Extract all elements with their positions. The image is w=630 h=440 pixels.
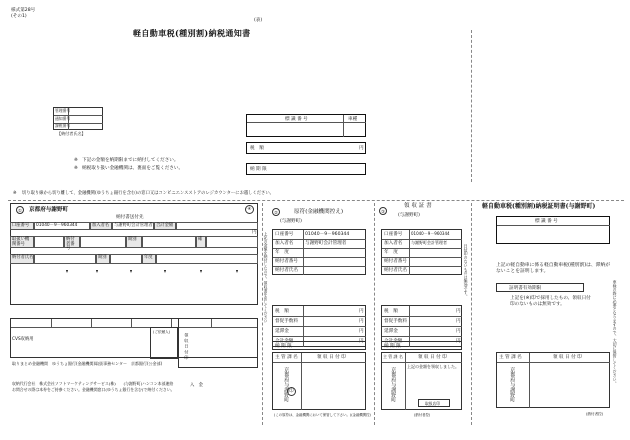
row-header: 年度 — [142, 254, 156, 264]
table-row-label: 納付者氏名 — [275, 268, 298, 273]
certificate-footnote: (納付者控) — [586, 412, 604, 416]
plate-header: 標 識 番 号 — [535, 219, 558, 224]
table-row-label: 年 度 — [275, 250, 289, 255]
table-row-label: 納付者番号 — [384, 259, 407, 264]
deadline-label: 納 期 限 — [275, 343, 292, 349]
validity-box — [496, 283, 584, 292]
coupon-2-collector — [272, 352, 366, 410]
coupon-2-title: 原符(金融機関控え) — [294, 209, 344, 215]
row-header: 期別 — [96, 254, 110, 264]
col-header: 合計金額 — [154, 222, 176, 230]
collector-label: 主 管 課 名 — [499, 355, 522, 360]
receipt-stamp-box — [178, 318, 258, 368]
arrow-marker — [66, 270, 68, 273]
coupon-3-side-note: 日付印のないものは無効です。 — [464, 244, 470, 299]
table-row-value: 01040－9－960344 — [411, 231, 450, 236]
plate-header: 標 識 番 号 — [285, 116, 308, 122]
certificate-side-note: 車検の際に必要となりますので、大切に保管してください。 — [613, 280, 619, 386]
table-row-value: 与謝野町会計管理者 — [305, 241, 347, 246]
yen-unit: 円 — [359, 146, 364, 151]
row-header: 期別 — [126, 236, 142, 248]
row-header: 納付者番号 — [64, 236, 80, 248]
total-amount-cell — [176, 222, 258, 230]
note-marker: ※ — [74, 166, 78, 171]
payer-name-label: 【納付者氏名】 — [57, 131, 86, 136]
seal-stamp: 印 — [287, 387, 296, 396]
col-header: 加入者名 — [90, 222, 112, 230]
period-cell — [110, 254, 142, 264]
amount-row-label: 督促手数料 — [384, 319, 407, 324]
payer-number-cell — [80, 236, 126, 248]
cut-instruction: 切り取り線から切り離して、金融機関(ゆうちょ銀行を含む)の窓口又はコンビニエンスストアのレジカウンターにお越しください。 — [22, 191, 274, 196]
plate-number-box — [246, 114, 366, 137]
arrow-marker — [164, 270, 166, 273]
coupon-3-footnote: (納付者控) — [414, 413, 431, 417]
receipt-date-label: 領 収 日 付 印 — [553, 355, 582, 360]
arrow-marker — [236, 270, 238, 273]
yen-unit: 円 — [359, 319, 364, 324]
cut-instruction-marker: ※ — [13, 191, 17, 196]
coupon-1-subtitle: 納付書送付先 — [116, 215, 144, 220]
table-row-label: 納付者番号 — [275, 259, 298, 264]
yen-unit: 円 — [359, 309, 364, 314]
form-number: 様式第28号 — [11, 8, 36, 13]
info-row-label: 通知番号 — [55, 115, 71, 121]
deadline-label: 納 期 限 — [250, 167, 267, 172]
row-header: 納付者氏名 — [10, 254, 34, 264]
yen-unit: 円 — [456, 339, 461, 344]
inquiry-line: お問合せの際は本券をご持参ください。金融機関窓口(ゆうちょ銀行を含む)で納付ください。 — [12, 387, 175, 392]
certificate-collector — [496, 352, 610, 408]
table-row-label: 加入者名 — [275, 241, 294, 246]
collection-agent-line: 収納代行会社 株式会社ソフトマーケティングサービス(株) (与謝野町)ハンコン本部連絡 — [12, 381, 174, 386]
deadline-box — [246, 163, 366, 175]
corner-stamp: ④ — [245, 205, 254, 214]
note-line: 下記の金額を納期限までに納付してください。 — [82, 158, 179, 163]
handling-stamp-box — [418, 399, 450, 407]
yen-unit: 円 — [359, 329, 364, 334]
yen-unit: 円 — [456, 329, 461, 334]
row-header: 取扱い機関番号 — [10, 236, 34, 248]
amount-row-label: 合計金額 — [384, 339, 403, 344]
amount-row-label: 合計金額 — [275, 339, 294, 344]
collector-label: 主 管 課 名 — [275, 355, 298, 360]
arrow-marker — [96, 270, 98, 273]
coupon-1-corner-label: 入 金 — [190, 383, 203, 388]
amount-row-label: 延滞金 — [275, 329, 289, 334]
table-row-label: 納付者氏名 — [384, 268, 407, 273]
coupon-2-deadline — [272, 341, 366, 350]
yen-unit: 円 — [252, 230, 257, 235]
validity-label: 証明書有効期限 — [509, 285, 542, 291]
tax-amount-label: 税 額 — [250, 146, 264, 151]
coupon-3-town: (与謝野町) — [398, 213, 420, 218]
collector-value: 京都府与謝野町 — [509, 367, 516, 402]
collector-label: 主 管 課 名 — [383, 354, 403, 359]
coupon-1-municipality: 京都府与謝野町 — [29, 207, 69, 213]
table-row-label: 年 度 — [384, 250, 398, 255]
note-line: 納税取り扱い金融機関は、裏面をご覧ください。 — [82, 166, 184, 171]
coupon-number: ① — [16, 206, 24, 214]
plate-type-header: 車種 — [348, 116, 358, 122]
note-marker: ※ — [74, 158, 78, 163]
row-header: 確 — [196, 236, 206, 248]
page-side-mark: (表) — [254, 18, 263, 23]
table-row-label: 口座番号 — [275, 232, 294, 237]
period-cell — [142, 236, 196, 248]
amount-row-label: 延滞金 — [384, 329, 398, 334]
coupon-2-footnote: (この原符は、金融機関において保管して下さい。)(金融機関控) — [274, 413, 371, 417]
fiscal-cell — [156, 254, 258, 264]
certificate-statement: 上記の軽自動車に係る軽自動車税(種別割)は、滞納がないことを証明します。 — [496, 263, 611, 275]
certificate-plate-box — [496, 216, 610, 244]
trustee-label: (ご依頼人) — [153, 330, 171, 334]
collector-value: 京都府与謝野町 — [390, 367, 397, 402]
info-row-label: 課税番号 — [55, 123, 71, 128]
coupon-2-town: (与謝野町) — [280, 219, 302, 224]
arrow-marker — [200, 270, 202, 273]
arrow-marker — [130, 270, 132, 273]
amount-row-label: 税 額 — [384, 309, 398, 314]
trustee-box — [150, 327, 178, 359]
account-number: 01040－9－960344 — [34, 222, 90, 230]
coupon-3-deadline — [381, 341, 462, 350]
coupon-2-side-note: 上記の金額を納付したので、領収書を出してください — [263, 232, 269, 324]
table-row-value: 与謝野町会計管理者 — [411, 240, 447, 245]
receipt-date-label: 領 収 日 付 印 — [317, 355, 346, 360]
coupon-3-collector — [381, 352, 462, 410]
check-cell — [206, 236, 258, 248]
bank-number-cell — [34, 236, 64, 248]
table-row-label: 加入者名 — [384, 241, 403, 246]
coupon-2-info-table — [272, 229, 366, 275]
certificate-footer-note: 上記を(※)印で採用したもの、領収日付印のないものは無効です。 — [510, 296, 591, 308]
amount-row-label: 督促手数料 — [275, 319, 298, 324]
info-row-label: 管理番号 — [55, 108, 71, 113]
certificate-title: 軽自動車税(種別割)納税証明書(与謝野町) — [482, 203, 596, 210]
payer-name-cell — [34, 254, 96, 264]
coupon-number: ③ — [379, 207, 387, 215]
receipt-stamp-label: 領 収 日 付 印 — [184, 333, 190, 360]
coupon-number: ② — [272, 208, 280, 216]
col-header: 口座番号 — [10, 222, 34, 230]
amount-row-label: 税 額 — [275, 309, 289, 314]
yen-unit: 円 — [456, 319, 461, 324]
receipt-date-label: 領 収 日 付 印 — [418, 355, 447, 360]
yen-unit: 円 — [456, 309, 461, 314]
coupon-3-title: 領 収 証 書 — [404, 203, 432, 209]
received-note: 上記の金額を領収しました。 — [407, 364, 459, 369]
table-row-value: 01040－9－960344 — [305, 232, 350, 237]
account-holder: 取りまとめ金融機関 ゆうちょ銀行(金融機関)取扱事務センター 京都銀行(公金部) — [12, 361, 163, 366]
yen-unit: 円 — [359, 339, 364, 344]
subscriber-name: 与謝野町会計管理者 — [112, 222, 154, 230]
deadline-label: 納 期 限 — [384, 343, 401, 349]
handling-stamp-label: 取扱店印 — [425, 400, 441, 406]
coupon-3-info-table — [381, 229, 462, 275]
tax-amount-box — [246, 142, 366, 154]
form-sub-number: (その1) — [11, 14, 27, 19]
collector-value: 京都府与謝野町 — [283, 367, 290, 402]
notice-title: 軽自動車税(種別割)納税通知書 — [133, 28, 251, 38]
cvs-label: CVS収納用 — [12, 337, 34, 342]
table-row-label: 口座番号 — [384, 232, 403, 237]
info-rows-box — [53, 107, 103, 130]
